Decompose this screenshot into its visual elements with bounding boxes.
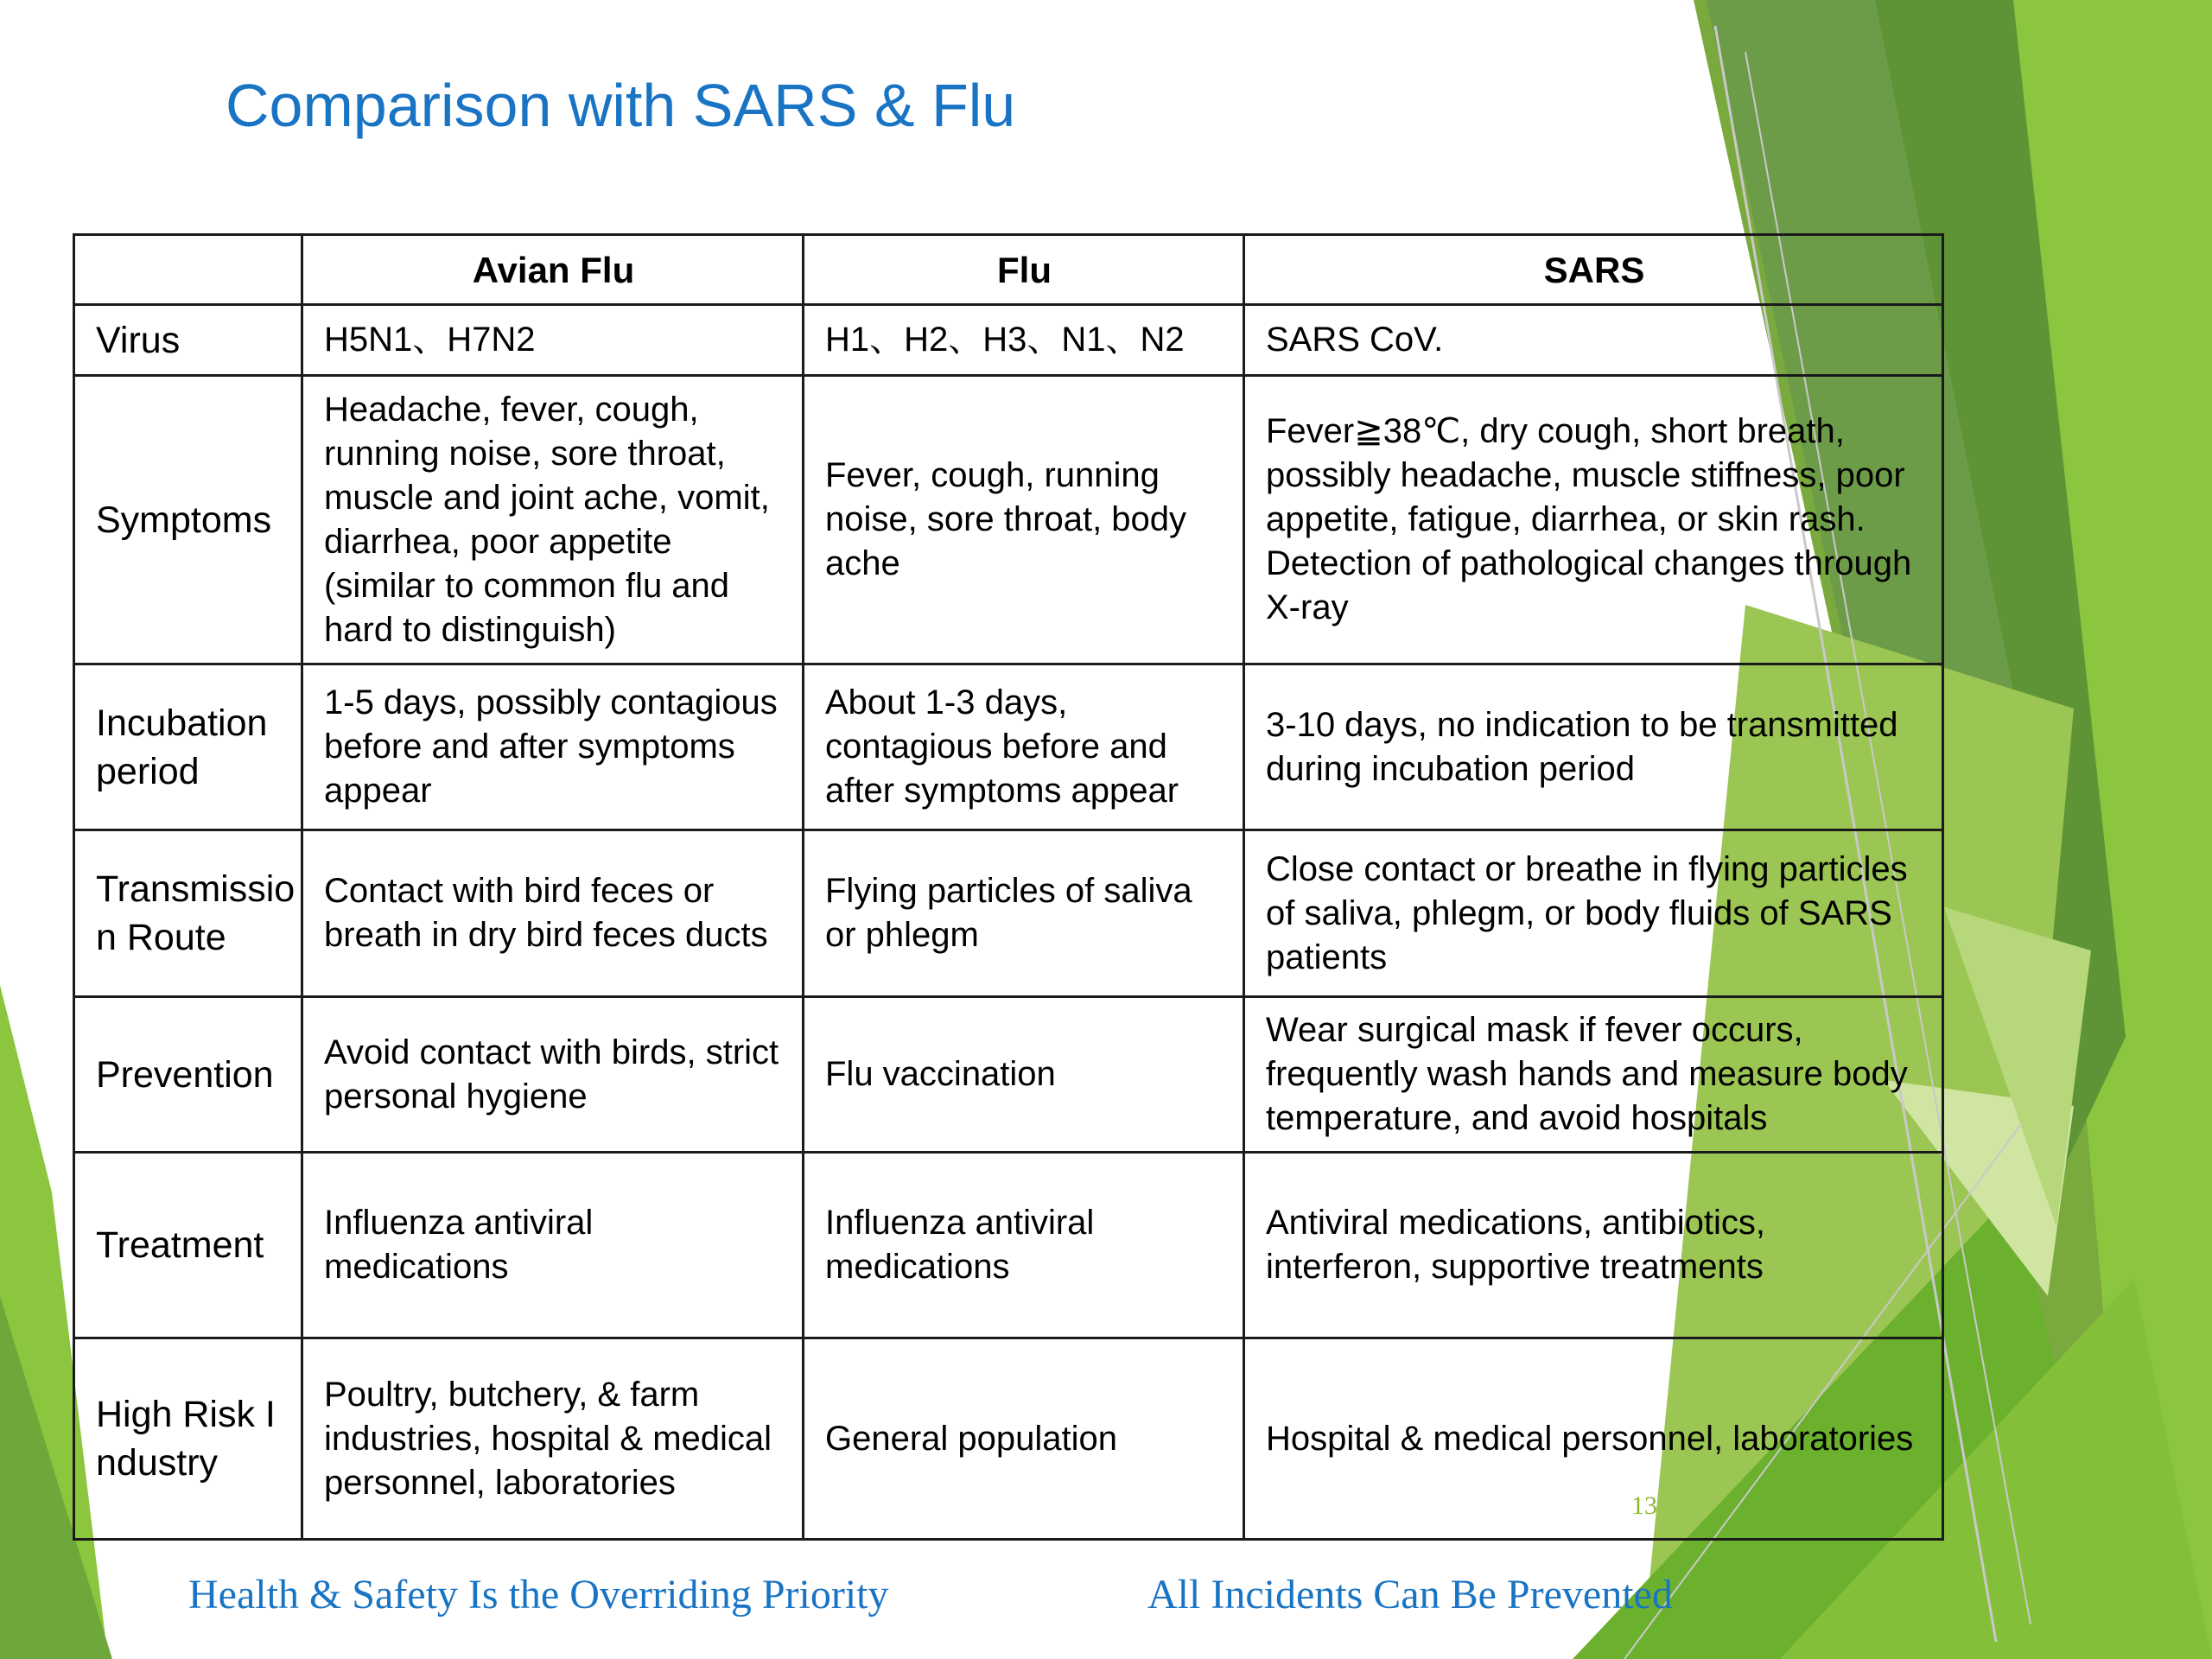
cell-sars: SARS CoV.	[1244, 305, 1943, 376]
table-row	[74, 1153, 1943, 1338]
cell-flu: H1、H2、H3、N1、N2	[804, 305, 1244, 376]
cell-avian-flu: Headache, fever, cough, running noise, sore throat, muscle and joint ache, vomit, diarrhea, poor appetite (similar to common flu and hard to distinguish)	[302, 376, 804, 664]
row-header-virus: Virus	[74, 305, 302, 376]
comparison-table-container	[73, 233, 1942, 1538]
row-header-incubation-period: Incubation period	[74, 664, 302, 830]
cell-sars: Wear surgical mask if fever occurs, frequently wash hands and measure body temperature, and avoid hospitals	[1244, 997, 1943, 1153]
footer-slogan-right: All Incidents Can Be Prevented	[1147, 1572, 1673, 1618]
row-header-high-risk-industry: High Risk Industry	[74, 1338, 302, 1540]
table-row	[74, 997, 1943, 1153]
cell-sars: Fever≧38℃, dry cough, short breath, possibly headache, muscle stiffness, poor appetite, fatigue, diarrhea, or skin rash. Detection of pathological changes through X-ray	[1244, 376, 1943, 664]
column-header-sars: SARS	[1244, 235, 1943, 305]
cell-flu: About 1-3 days, contagious before and after symptoms appear	[804, 664, 1244, 830]
cell-avian-flu: 1-5 days, possibly contagious before and after symptoms appear	[302, 664, 804, 830]
column-header-flu: Flu	[804, 235, 1244, 305]
table-row	[74, 1338, 1943, 1540]
column-header-avian-flu: Avian Flu	[302, 235, 804, 305]
table-row	[74, 664, 1943, 830]
footer-slogan-left: Health & Safety Is the Overriding Priority	[188, 1572, 889, 1618]
row-header-prevention: Prevention	[74, 997, 302, 1153]
cell-flu: Fever, cough, running noise, sore throat, body ache	[804, 376, 1244, 664]
cell-avian-flu: Influenza antiviral medications	[302, 1153, 804, 1338]
table-row	[74, 376, 1943, 664]
cell-flu: Influenza antiviral medications	[804, 1153, 1244, 1338]
table-row	[74, 305, 1943, 376]
column-header-empty	[74, 235, 302, 305]
table-header-row	[74, 235, 1943, 305]
cell-avian-flu: Contact with bird feces or breath in dry bird feces ducts	[302, 830, 804, 997]
row-header-symptoms: Symptoms	[74, 376, 302, 664]
cell-avian-flu: Poultry, butchery, & farm industries, hospital & medical personnel, laboratories	[302, 1338, 804, 1540]
slide-title: Comparison with SARS & Flu	[226, 72, 1016, 139]
cell-sars: Antiviral medications, antibiotics, interferon, supportive treatments	[1244, 1153, 1943, 1338]
cell-avian-flu: Avoid contact with birds, strict personal hygiene	[302, 997, 804, 1153]
cell-sars: Hospital & medical personnel, laboratories	[1244, 1338, 1943, 1540]
cell-flu: Flying particles of saliva or phlegm	[804, 830, 1244, 997]
table-row	[74, 830, 1943, 997]
row-header-treatment: Treatment	[74, 1153, 302, 1338]
page-number: 13	[1631, 1491, 1657, 1520]
cell-avian-flu: H5N1、H7N2	[302, 305, 804, 376]
cell-flu: General population	[804, 1338, 1244, 1540]
cell-sars: Close contact or breathe in flying particles of saliva, phlegm, or body fluids of SARS patients	[1244, 830, 1943, 997]
cell-flu: Flu vaccination	[804, 997, 1244, 1153]
cell-sars: 3-10 days, no indication to be transmitted during incubation period	[1244, 664, 1943, 830]
row-header-transmission-route: Transmission Route	[74, 830, 302, 997]
comparison-table	[73, 233, 1944, 1541]
